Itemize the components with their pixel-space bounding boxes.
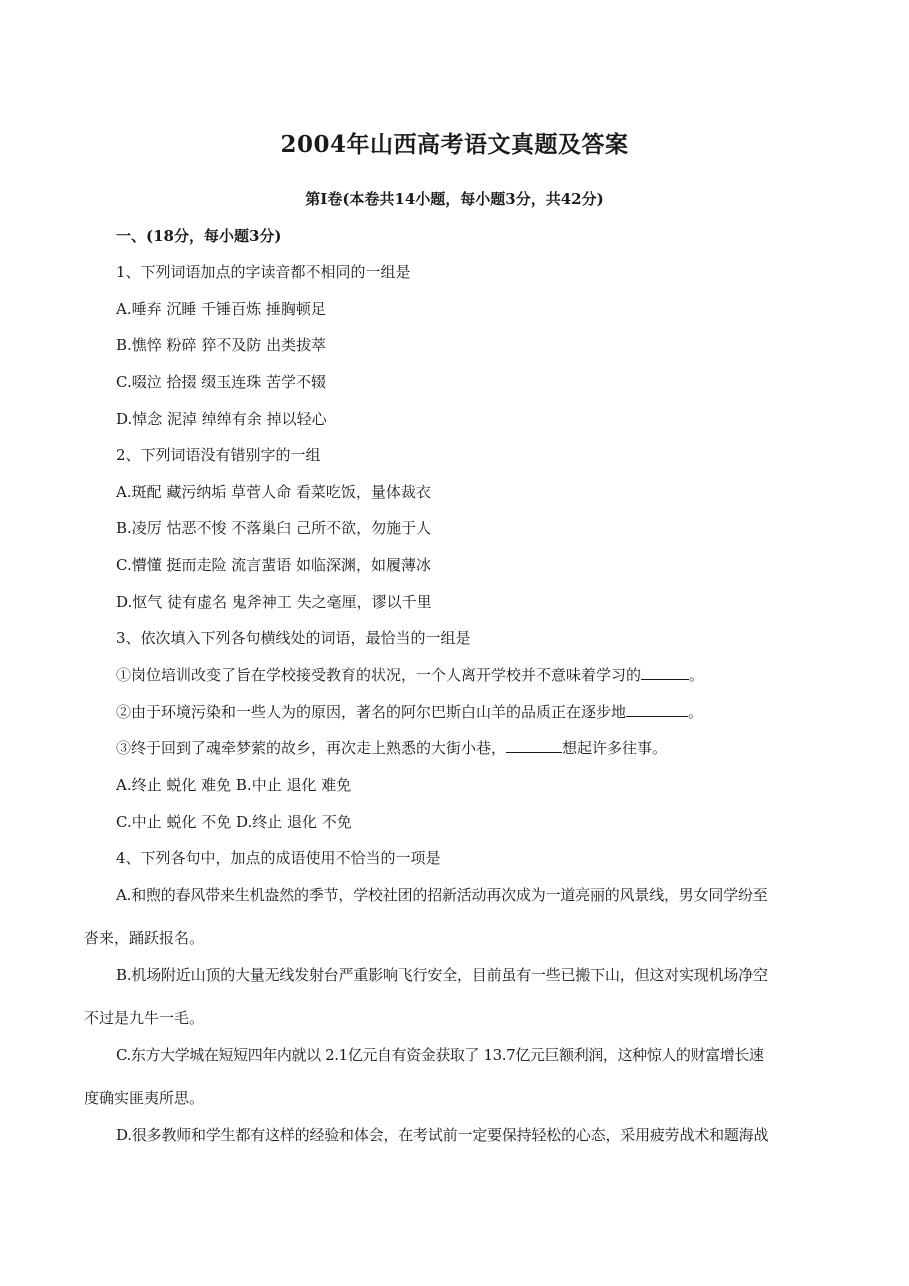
fill-blank: [641, 665, 689, 680]
q4-option-d-line1: D.很多教师和学生都有这样的经验和体会，在考试前一定要保持轻松的心态，采用疲劳战术和题海战: [116, 1126, 769, 1144]
q3-options-cd: C.中止 蜕化 不免 D.终止 退化 不免: [116, 813, 352, 831]
q3-sentence-3: [116, 738, 667, 758]
document-title: 2004年山西高考语文真题及答案: [280, 131, 629, 158]
q3-sentence-1: [116, 665, 704, 685]
paper-subtitle: 第Ⅰ卷(本卷共14小题，每小题3分，共42分): [305, 190, 604, 208]
q3-sentence-2-text: ②由于环境污染和一些人为的原因，著名的阿尔巴斯白山羊的品质正在逐步地: [116, 703, 627, 721]
q2-option-a: A.斑配 藏污纳垢 草菅人命 看菜吃饭，量体裁衣: [116, 483, 431, 501]
q4-option-c-line1: C.东方大学城在短短四年内就以 2.1亿元自有资金获取了 13.7亿元巨额利润，这种惊人的财富增长速: [116, 1046, 764, 1064]
q2-stem: 2、下列词语没有错别字的一组: [116, 446, 321, 464]
q1-option-c: C.啜泣 拾掇 缀玉连珠 苦学不辍: [116, 373, 327, 391]
fill-blank: [626, 702, 688, 717]
q2-option-d: D.怄气 徒有虚名 鬼斧神工 失之毫厘，谬以千里: [116, 593, 432, 611]
q3-sentence-2-end: 。: [688, 703, 704, 721]
q1-option-b: B.憔悴 粉碎 猝不及防 出类拔萃: [116, 336, 327, 354]
fill-blank: [506, 738, 562, 753]
q4-option-a-line2: 沓来，踊跃报名。: [84, 929, 205, 947]
q1-stem: 1、下列词语加点的字读音都不相同的一组是: [116, 263, 411, 281]
q4-option-c-line2: 度确实匪夷所思。: [84, 1089, 205, 1107]
q3-sentence-3-text: ③终于回到了魂牵梦萦的故乡，再次走上熟悉的大街小巷，: [116, 739, 507, 757]
q3-sentence-3-end: 想起许多往事。: [562, 739, 668, 757]
q3-sentence-1-end: 。: [689, 666, 705, 684]
q4-option-b-line2: 不过是九牛一毛。: [84, 1009, 205, 1027]
section-heading: 一、(18分，每小题3分): [116, 227, 282, 245]
q1-option-d: D.悼念 泥淖 绰绰有余 掉以轻心: [116, 410, 327, 428]
q1-option-a: A.唾弃 沉睡 千锤百炼 捶胸顿足: [116, 300, 326, 318]
q2-option-c: C.懵懂 挺而走险 流言蜚语 如临深渊，如履薄冰: [116, 556, 432, 574]
q4-stem: 4、下列各句中，加点的成语使用不恰当的一项是: [116, 849, 441, 867]
q3-sentence-2: [116, 702, 703, 722]
q3-stem: 3、依次填入下列各句横线处的词语，最恰当的一组是: [116, 629, 471, 647]
q4-option-a-line1: A.和煦的春风带来生机盎然的季节，学校社团的招新活动再次成为一道亮丽的风景线，男女同学纷至: [116, 886, 768, 904]
q4-option-b-line1: B.机场附近山顶的大量无线发射台严重影响飞行安全，目前虽有一些已搬下山，但这对实现机场净空: [116, 966, 768, 984]
q3-options-ab: A.终止 蜕化 难免 B.中止 退化 难免: [116, 776, 352, 794]
q3-sentence-1-text: ①岗位培训改变了旨在学校接受教育的状况，一个人离开学校并不意味着学习的: [116, 666, 642, 684]
q2-option-b: B.凌厉 怙恶不悛 不落巢臼 己所不欲，勿施于人: [116, 519, 432, 537]
